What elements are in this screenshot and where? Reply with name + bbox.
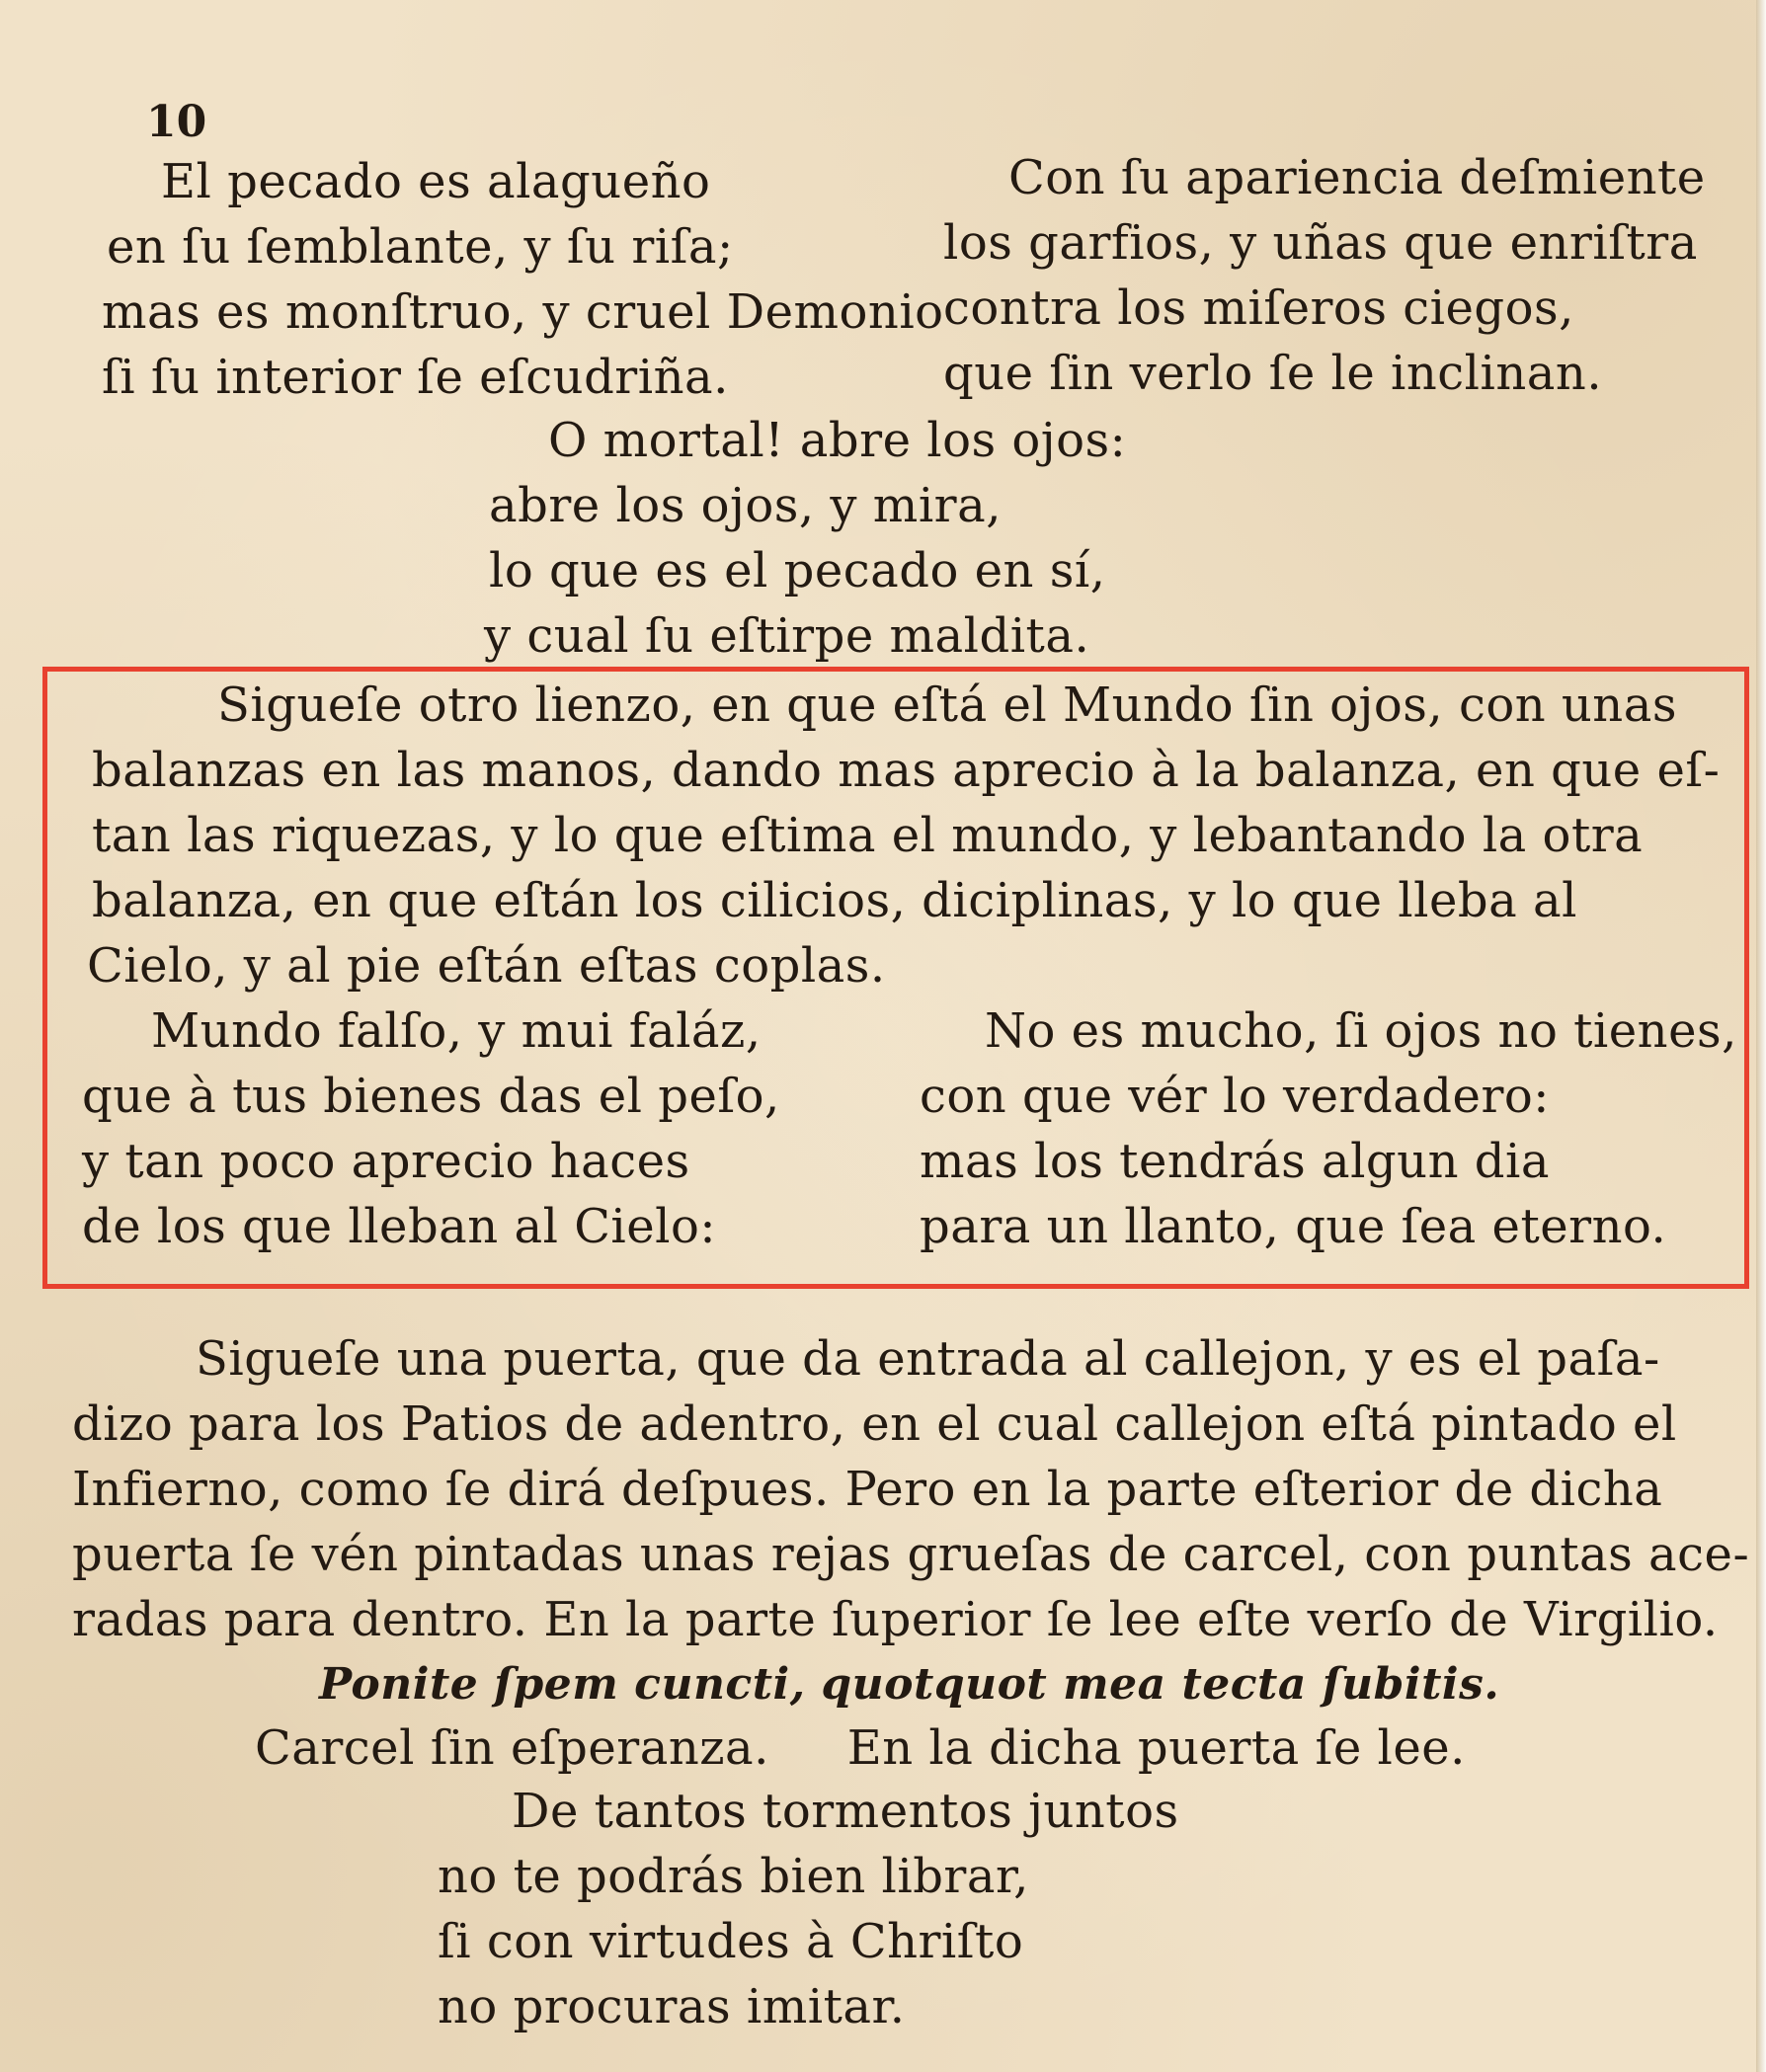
verse-line: ſi ſu interior ſe eſcudriña. <box>102 350 729 405</box>
paragraph-line: balanza, en que eſtán los cilicios, diciplinas, y lo que lleba al <box>92 873 1577 928</box>
verse-line: que à tus bienes das el peſo, <box>82 1069 780 1124</box>
verse-line: en ſu ſemblante, y ſu riſa; <box>107 219 734 275</box>
verse-line: contra los miſeros ciegos, <box>943 280 1574 336</box>
carcel-line: Carcel ſin eſperanza. En la dicha puerta ſe lee. <box>255 1720 1466 1776</box>
page-edge <box>1756 0 1766 2072</box>
verse-line: y tan poco aprecio haces <box>82 1134 690 1189</box>
paragraph-line: radas para dentro. En la parte ſuperior ſe lee eſte verſo de Virgilio. <box>72 1592 1719 1647</box>
verse-line: O mortal! abre los ojos: <box>548 413 1127 468</box>
paragraph-line: Siguеſe una puerta, que da entrada al callejon, y es el paſa- <box>196 1331 1660 1387</box>
paragraph-line: Cielo, y al pie eſtán eſtas coplas. <box>87 938 886 994</box>
verse-line: para un llanto, que ſea eterno. <box>920 1199 1667 1254</box>
verse-line: Con ſu apariencia deſmiente <box>1008 150 1706 205</box>
verse-line: Mundo falſo, y mui faláz, <box>151 1003 762 1059</box>
verse-line: lo que es el pecado en sí, <box>489 543 1106 598</box>
verse-line: No es mucho, ſi ojos no tienes, <box>985 1003 1737 1059</box>
verse-line: no te podrás bien librar, <box>438 1849 1029 1904</box>
paragraph-line: balanzas en las manos, dando mas aprecio à la balanza, en que eſ- <box>92 743 1721 798</box>
paragraph-line: tan las riquezas, y lo que eſtima el mundo, y lebantando la otra <box>92 808 1644 863</box>
latin-verse: Ponite ſpem cuncti, quotquot mea tecta ſubitis. <box>319 1659 1500 1710</box>
verse-line: los garfios, y uñas que enriſtra <box>943 215 1698 271</box>
paragraph-line: Sigueſe otro lienzo, en que eſtá el Mundo ſin ojos, con unas <box>217 677 1677 733</box>
verse-line: no procuras imitar. <box>438 1979 906 2034</box>
verse-line: y cual ſu eſtirpe maldita. <box>484 608 1090 664</box>
verse-line: mas es monſtruo, y cruel Demonio <box>102 284 944 340</box>
verse-line: abre los ojos, y mira, <box>489 478 1002 533</box>
paragraph-line: Infierno, como ſe dirá deſpues. Pero en la parte eſterior de dicha <box>72 1462 1663 1517</box>
paragraph-line: puerta ſe vén pintadas unas rejas grueſas de carcel, con puntas ace- <box>72 1527 1750 1582</box>
verse-line: con que vér lo verdadero: <box>920 1069 1550 1124</box>
verse-line: ſi con virtudes à Chriſto <box>438 1914 1024 1969</box>
verse-line: mas los tendrás algun dia <box>920 1134 1550 1189</box>
page-number: 10 <box>146 97 207 147</box>
verse-line: que ſin verlo ſe le inclinan. <box>943 346 1603 401</box>
paragraph-line: dizo para los Patios de adentro, en el cual callejon eſtá pintado el <box>72 1396 1677 1452</box>
verse-line: de los que lleban al Cielo: <box>82 1199 717 1254</box>
verse-line: De tantos tormentos juntos <box>512 1784 1179 1839</box>
verse-line: El pecado es alagueño <box>161 154 711 209</box>
